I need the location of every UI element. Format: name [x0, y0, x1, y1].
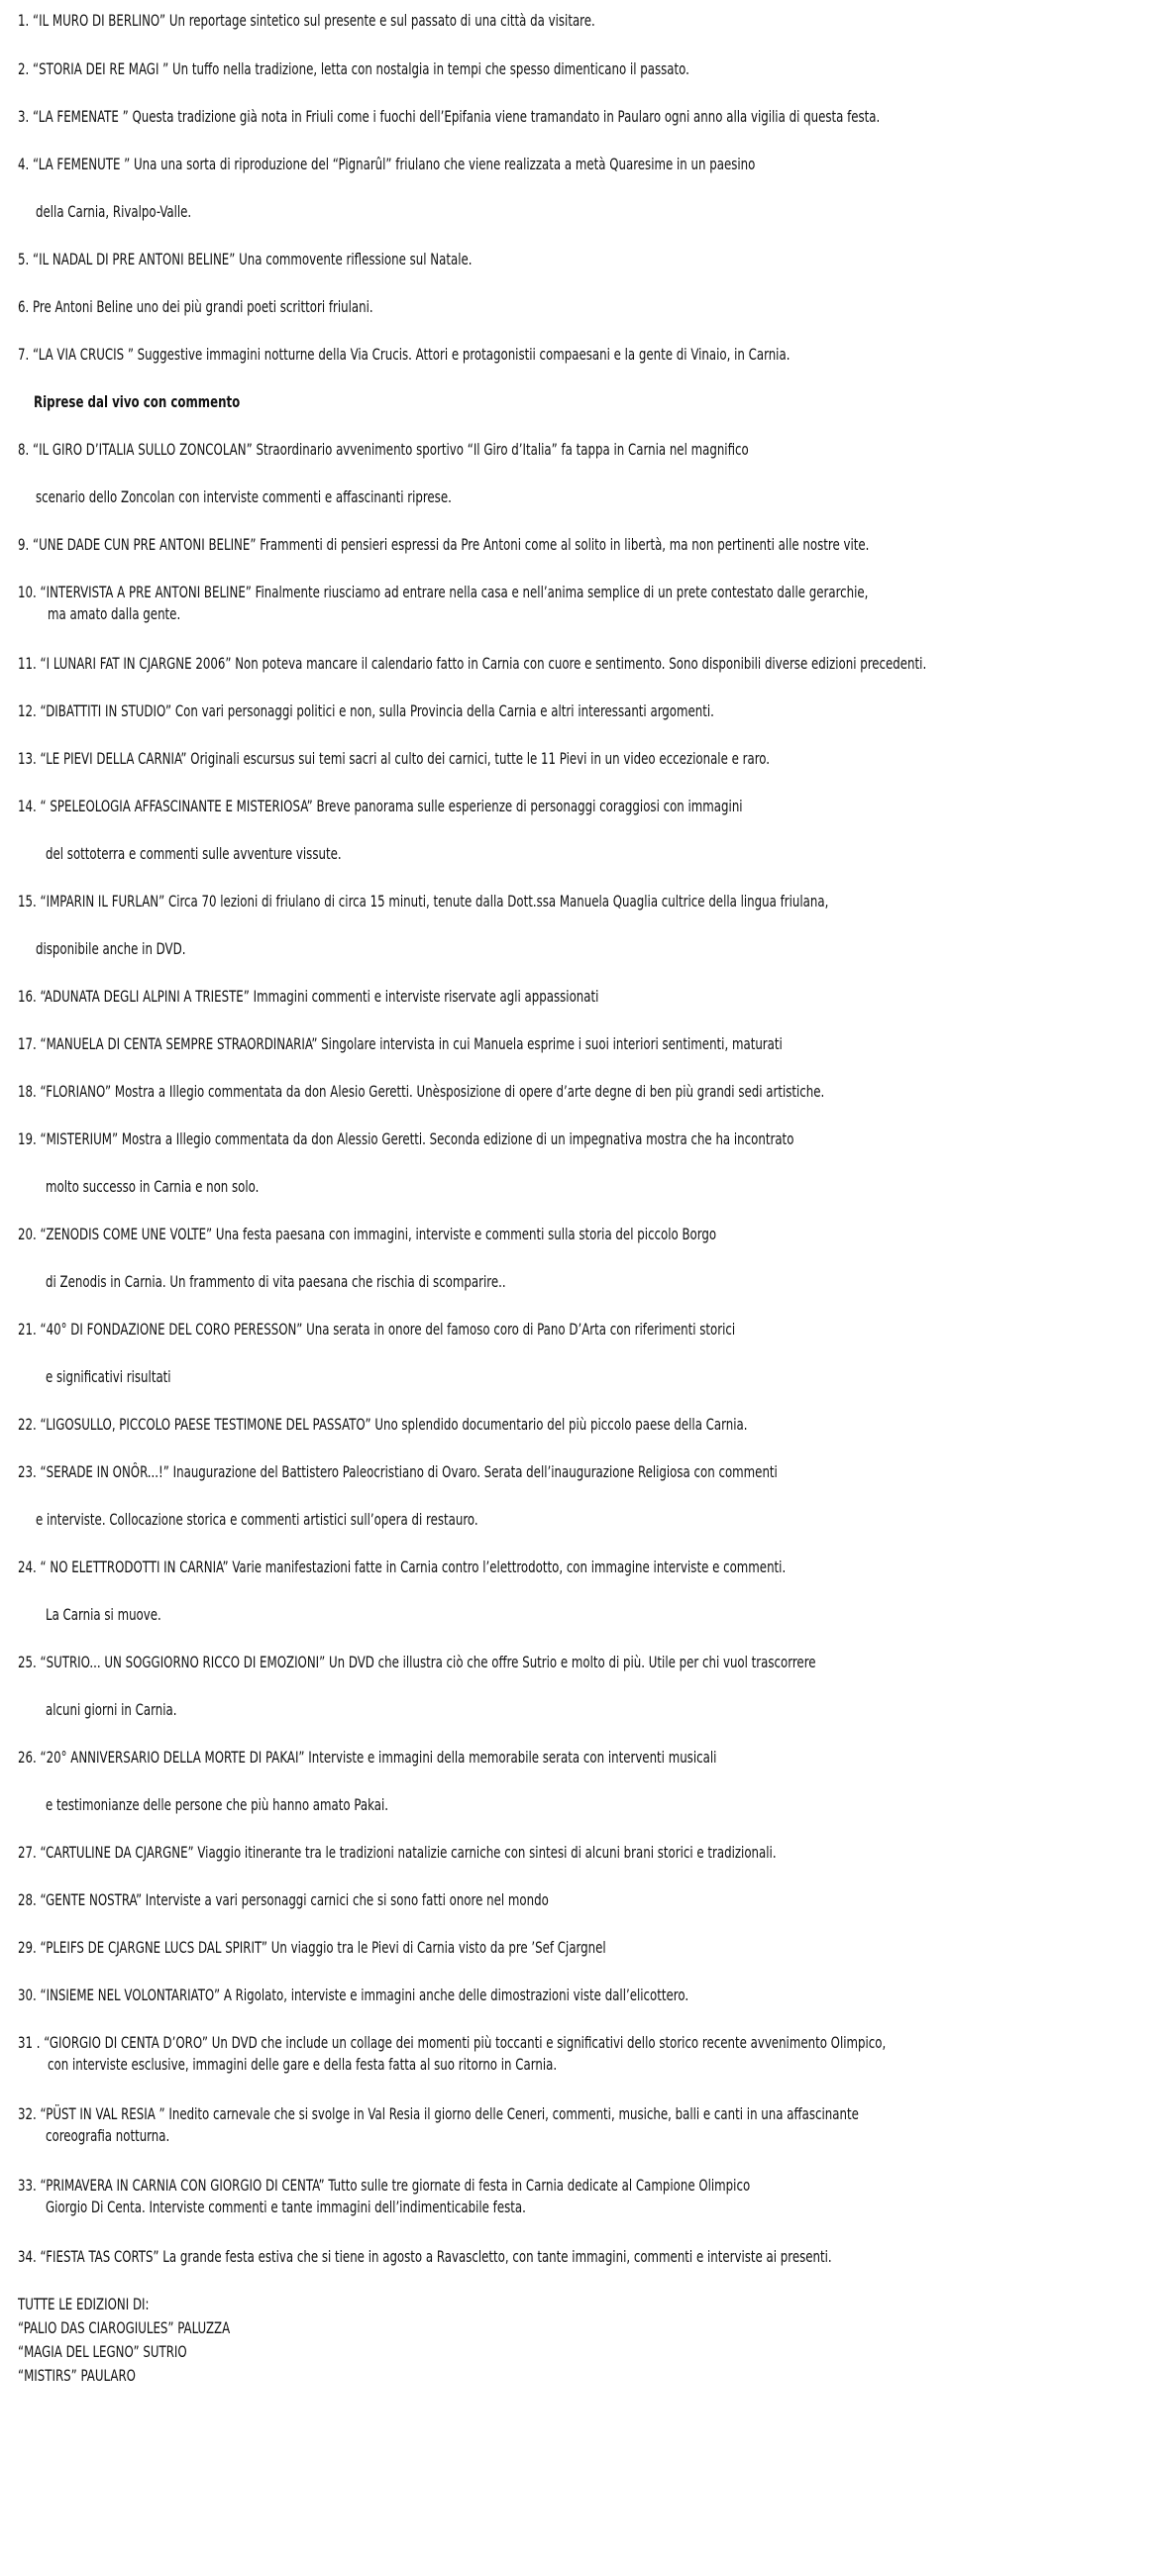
document-line: 32. “PÜST IN VAL RESIA ” Inedito carnevale che si svolge in Val Resia il giorno delle Ceneri, commenti, musiche, balli e canti in una affascinante [18, 2104, 859, 2123]
document-line: 26. “20° ANNIVERSARIO DELLA MORTE DI PAKAI” Interviste e immagini della memorabile serata con interventi musicali [18, 1748, 717, 1767]
document-line: 18. “FLORIANO” Mostra a Illegio commentata da don Alesio Geretti. Unèsposizione di opere d’arte degne di ben più grandi sedi artistiche. [18, 1082, 825, 1101]
section-heading: Riprese dal vivo con commento [34, 392, 241, 411]
document-line: 25. “SUTRIO... UN SOGGIORNO RICCO DI EMOZIONI” Un DVD che illustra ciò che offre Sutrio e molto di più. Utile per chi vuol trascorrere [18, 1653, 816, 1671]
document-line: 17. “MANUELA DI CENTA SEMPRE STRAORDINARIA” Singolare intervista in cui Manuela esprime i suoi interiori sentimenti, maturati [18, 1034, 783, 1053]
document-line: 14. “ SPELEOLOGIA AFFASCINANTE E MISTERIOSA” Breve panorama sulle esperienze di personaggi coraggiosi con immagini [18, 797, 743, 815]
document-line: 12. “DIBATTITI IN STUDIO” Con vari personaggi politici e non, sulla Provincia della Carnia e altri interessanti argomenti. [18, 701, 714, 720]
document-line: del sottoterra e commenti sulle avventure vissute. [46, 844, 342, 863]
document-line: La Carnia si muove. [46, 1605, 161, 1624]
document-line: e testimonianze delle persone che più hanno amato Pakai. [46, 1795, 388, 1814]
document-line: 8. “IL GIRO D’ITALIA SULLO ZONCOLAN” Straordinario avvenimento sportivo “Il Giro d’Italia” fa tappa in Carnia nel magnifico [18, 440, 749, 459]
document-line: di Zenodis in Carnia. Un frammento di vita paesana che rischia di scomparire.. [46, 1272, 506, 1291]
document-line: 34. “FIESTA TAS CORTS” La grande festa estiva che si tiene in agosto a Ravascletto, con tante immagini, commenti e interviste ai presenti. [18, 2247, 832, 2266]
document-line: 4. “LA FEMENUTE ” Una una sorta di riproduzione del “Pignarûl” friulano che viene realizzata a metà Quaresime in un paesino [18, 155, 756, 173]
document-line: “MISTIRS” PAULARO [18, 2366, 136, 2385]
document-line: 10. “INTERVISTA A PRE ANTONI BELINE” Finalmente riusciamo ad entrare nella casa e nell’anima semplice di un prete contestato dalle gerarchie, [18, 583, 869, 601]
document-line: 16. “ADUNATA DEGLI ALPINI A TRIESTE” Immagini commenti e interviste riservate agli appassionati [18, 987, 599, 1006]
document-line: 11. “I LUNARI FAT IN CJARGNE 2006” Non poteva mancare il calendario fatto in Carnia con cuore e sentimento. Sono disponibili diverse edizioni precedenti. [18, 654, 927, 673]
document-line: 2. “STORIA DEI RE MAGI ” Un tuffo nella tradizione, letta con nostalgia in tempi che spesso dimenticano il passato. [18, 59, 689, 78]
document-line: alcuni giorni in Carnia. [46, 1700, 177, 1719]
document-line: 21. “40° DI FONDAZIONE DEL CORO PERESSON” Una serata in onore del famoso coro di Pano D’Arta con riferimenti storici [18, 1320, 736, 1339]
document-line: Giorgio Di Centa. Interviste commenti e tante immagini dell’indimenticabile festa. [46, 2198, 526, 2216]
document-line: e interviste. Collocazione storica e commenti artistici sull’opera di restauro. [36, 1510, 478, 1529]
document-line: TUTTE LE EDIZIONI DI: [18, 2295, 150, 2313]
document-line: 33. “PRIMAVERA IN CARNIA CON GIORGIO DI CENTA” Tutto sulle tre giornate di festa in Carnia dedicate al Campione Olimpico [18, 2176, 751, 2195]
document-line: 6. Pre Antoni Beline uno dei più grandi poeti scrittori friulani. [18, 297, 373, 316]
document-line: con interviste esclusive, immagini delle gare e della festa fatta al suo ritorno in Carnia. [48, 2055, 558, 2074]
document-line: “MAGIA DEL LEGNO” SUTRIO [18, 2342, 187, 2361]
document-line: 29. “PLEIFS DE CJARGNE LUCS DAL SPIRIT” Un viaggio tra le Pievi di Carnia visto da pre ’Sef Cjargnel [18, 1938, 606, 1957]
document-line: 5. “IL NADAL DI PRE ANTONI BELINE” Una commovente riflessione sul Natale. [18, 250, 473, 268]
document-line: scenario dello Zoncolan con interviste commenti e affascinanti riprese. [36, 487, 452, 506]
document-line: 20. “ZENODIS COME UNE VOLTE” Una festa paesana con immagini, interviste e commenti sulla storia del piccolo Borgo [18, 1225, 717, 1243]
document-line: ma amato dalla gente. [48, 604, 181, 623]
document-line: 31 . “GIORGIO DI CENTA D’ORO” Un DVD che include un collage dei momenti più toccanti e significativi dello storico recente avvenimento Olimpico, [18, 2033, 887, 2052]
document-line: molto successo in Carnia e non solo. [46, 1177, 260, 1196]
document-line: 15. “IMPARIN IL FURLAN” Circa 70 lezioni di friulano di circa 15 minuti, tenute dalla Dott.ssa Manuela Quaglia cultrice della lingua friulana, [18, 892, 829, 911]
document-line: coreografia notturna. [46, 2126, 170, 2145]
document-line: disponibile anche in DVD. [36, 939, 186, 958]
document-line: 28. “GENTE NOSTRA” Interviste a vari personaggi carnici che si sono fatti onore nel mondo [18, 1890, 549, 1909]
document-line: 24. “ NO ELETTRODOTTI IN CARNIA” Varie manifestazioni fatte in Carnia contro l’elettrodotto, con immagine interviste e commenti. [18, 1557, 787, 1576]
document-line: 22. “LIGOSULLO, PICCOLO PAESE TESTIMONE DEL PASSATO” Uno splendido documentario del più piccolo paese della Carnia. [18, 1415, 748, 1434]
document-line: 7. “LA VIA CRUCIS ” Suggestive immagini notturne della Via Crucis. Attori e protagonistii compaesani e la gente di Vinaio, in Carnia. [18, 345, 790, 364]
document-line: 13. “LE PIEVI DELLA CARNIA” Originali escursus sui temi sacri al culto dei carnici, tutte le 11 Pievi in un video eccezionale e raro. [18, 749, 770, 768]
document-line: e significativi risultati [46, 1367, 171, 1386]
document-line: 3. “LA FEMENATE ” Questa tradizione già nota in Friuli come i fuochi dell’Epifania viene tramandato in Paularo ogni anno alla vigilia di questa festa. [18, 107, 881, 126]
document-line: 9. “UNE DADE CUN PRE ANTONI BELINE” Frammenti di pensieri espressi da Pre Antoni come al solito in libertà, ma non pertinenti alle nostre vite. [18, 535, 870, 554]
document-line: “PALIO DAS CIAROGIULES” PALUZZA [18, 2318, 231, 2337]
document-line: 19. “MISTERIUM” Mostra a Illegio commentata da don Alessio Geretti. Seconda edizione di un impegnativa mostra che ha incontrato [18, 1129, 794, 1148]
document-line: 27. “CARTULINE DA CJARGNE” Viaggio itinerante tra le tradizioni natalizie carniche con sintesi di alcuni brani storici e tradizionali. [18, 1843, 777, 1862]
document-line: della Carnia, Rivalpo-Valle. [36, 202, 192, 221]
document-line: 23. “SERADE IN ONÔR...!” Inaugurazione del Battistero Paleocristiano di Ovaro. Serata dell’inaugurazione Religiosa con commenti [18, 1462, 778, 1481]
document-line: 1. “IL MURO DI BERLINO” Un reportage sintetico sul presente e sul passato di una città da visitare. [18, 11, 595, 30]
document-line: 30. “INSIEME NEL VOLONTARIATO” A Rigolato, interviste e immagini anche delle dimostrazioni viste dall’elicottero. [18, 1986, 689, 2004]
